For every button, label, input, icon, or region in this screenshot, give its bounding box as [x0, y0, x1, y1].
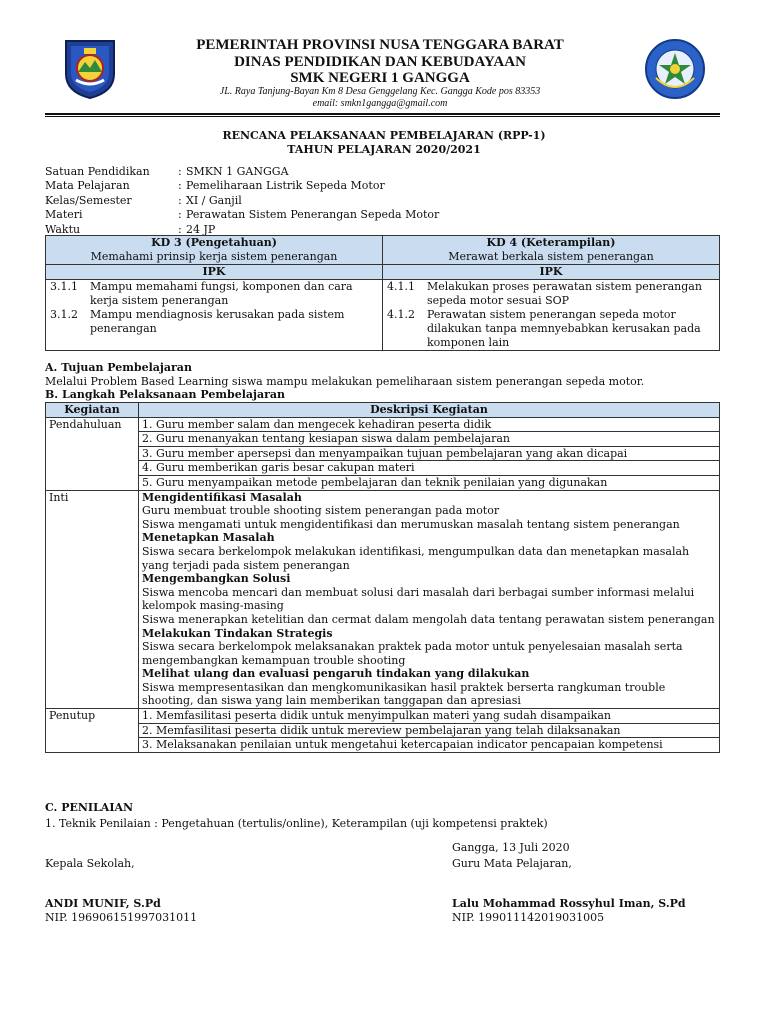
inti-step-text: Guru membuat trouble shooting sistem penerangan pada motor [142, 504, 500, 518]
right-signer-nip: NIP. 199011142019031005 [452, 911, 605, 924]
identity-value: Pemeliharaan Listrik Sepeda Motor [186, 179, 385, 193]
ipk4-list [383, 280, 720, 351]
identity-key: Mata Pelajaran [45, 179, 130, 193]
kd4-description: Merawat berkala sistem penerangan [448, 250, 654, 263]
section-c-heading: C. PENILAIAN [45, 801, 134, 814]
col-deskripsi: Deskripsi Kegiatan [139, 403, 720, 418]
section-b-heading: B. Langkah Pelaksanaan Pembelajaran [45, 388, 286, 401]
inti-step-heading: Melihat ulang dan evaluasi pengaruh tindakan yang dilakukan [142, 667, 530, 681]
identity-key: Satuan Pendidikan [45, 165, 150, 178]
header-email: email: smkn1gangga@gmail.com [312, 98, 448, 109]
identity-row: Materi : Perawatan Sistem Penerangan Sepeda Motor [45, 208, 440, 222]
header-rule-thick [45, 113, 720, 115]
left-signer-nip: NIP. 196906151997031011 [45, 911, 198, 924]
identity-key: Materi [45, 208, 83, 222]
steps-table [45, 402, 720, 753]
pendahuluan-list [139, 417, 720, 490]
right-signer-name: Lalu Mohammad Rossyhul Iman, S.Pd [452, 897, 686, 910]
inti-step-heading: Menetapkan Masalah [142, 531, 275, 545]
pendahuluan-label: Pendahuluan [46, 417, 139, 490]
penutup-list [139, 709, 720, 753]
section-c-text: 1. Teknik Penilaian : Pengetahuan (tertulis/online), Keterampilan (uji kompetensi praktek) [45, 817, 548, 830]
identity-value: XI / Ganjil [186, 193, 242, 207]
ipk-item: 4.1.2 Perawatan sistem penerangan sepeda motor dilakukan tanpa memnyebabkan kerusakan pada komponen lain [387, 308, 701, 349]
place-date: Gangga, 13 Juli 2020 [452, 841, 570, 854]
identity-row: Mata Pelajaran : Pemeliharaan Listrik Sepeda Motor [45, 179, 385, 193]
ipk3-list [46, 280, 383, 351]
right-role: Guru Mata Pelajaran, [452, 857, 572, 870]
kd4-title: KD 4 (Keterampilan) [486, 236, 616, 249]
header-line-3: SMK NEGERI 1 GANGGA [290, 70, 470, 86]
col-kegiatan: Kegiatan [46, 403, 139, 418]
identity-row: Kelas/Semester : XI / Ganjil [45, 193, 242, 207]
list-item: 3. Melaksanakan penilaian untuk mengetahui ketercapaian indicator pencapaian kompetensi [142, 738, 663, 752]
identity-key: Waktu [45, 222, 81, 236]
inti-step-text: Siswa mengamati untuk mengidentifikasi dan merumuskan masalah tentang sistem penerangan [142, 517, 680, 531]
inti-step-text: Siswa secara berkelompok melakukan identifikasi, mengumpulkan data dan menetapkan masalah yang terjadi pada sistem penerangan [142, 544, 690, 572]
kd3-header [46, 236, 383, 265]
ipk4-label: IPK [383, 265, 720, 280]
left-role: Kepala Sekolah, [45, 857, 135, 870]
list-item: 2. Memfasilitasi peserta didik untuk mereview pembelajaran yang telah dilaksanakan [139, 724, 719, 739]
inti-step-heading: Mengidentifikasi Masalah [142, 490, 302, 504]
identity-value: Perawatan Sistem Penerangan Sepeda Motor [186, 208, 440, 222]
inti-step-text: Siswa secara berkelompok melaksanakan praktek pada motor untuk penyelesaian masalah serta mengembangkan kemampuan trouble shooting [142, 640, 683, 667]
document-title: RENCANA PELAKSANAAN PEMBELAJARAN (RPP-1) [222, 129, 546, 142]
inti-step-heading: Melakukan Tindakan Strategis [142, 626, 333, 640]
inti-step-heading: Mengembangkan Solusi [142, 572, 291, 586]
penutup-label: Penutup [46, 709, 139, 753]
identity-block [45, 165, 439, 237]
identity-row: Satuan Pendidikan : SMKN 1 GANGGA [45, 165, 289, 178]
list-item: 1. Guru member salam dan mengecek kehadiran peserta didik [139, 418, 719, 433]
ipk-item: 4.1.1 Melakukan proses perawatan sistem penerangan sepeda motor sesuai SOP [387, 280, 702, 307]
list-item: 3. Guru member apersepsi dan menyampaikan tujuan pembelajaran yang akan dicapai [139, 447, 719, 462]
inti-content [139, 490, 720, 709]
kd3-description: Memahami prinsip kerja sistem penerangan [90, 250, 338, 263]
header-line-2: DINAS PENDIDIKAN DAN KEBUDAYAAN [234, 54, 526, 70]
inti-step-text: Siswa mempresentasikan dan mengkomunikasikan hasil praktek berserta rangkuman trouble shooting, dan siswa yang lain memberikan tanggapan dan apresiasi [142, 680, 666, 708]
header-address: JL. Raya Tanjung-Bayan Km 8 Desa Genggelang Kec. Gangga Kode pos 83353 [219, 86, 541, 97]
ipk3-label: IPK [46, 265, 383, 280]
ipk-item: 3.1.1 Mampu memahami fungsi, komponen dan cara kerja sistem penerangan [50, 280, 353, 307]
section-a-heading: A. Tujuan Pembelajaran [45, 361, 192, 374]
header-rule-thin [45, 116, 720, 117]
header-line-1: PEMERINTAH PROVINSI NUSA TENGGARA BARAT [196, 37, 564, 53]
inti-step-text: Siswa menerapkan ketelitian dan cermat dalam mengolah data tentang perawatan sistem penerangan [142, 612, 715, 626]
ipk-item: 3.1.2 Mampu mendiagnosis kerusakan pada sistem penerangan [50, 308, 345, 335]
document-subtitle: TAHUN PELAJARAN 2020/2021 [287, 143, 481, 156]
province-emblem-logo [62, 38, 118, 100]
school-logo [644, 38, 706, 100]
list-item: 5. Guru menyampaikan metode pembelajaran dan teknik penilaian yang digunakan [142, 475, 608, 489]
kd-table [45, 235, 720, 351]
kd4-header [383, 236, 720, 265]
identity-value: SMKN 1 GANGGA [186, 165, 289, 178]
left-signer-name: ANDI MUNIF, S.Pd [45, 897, 161, 910]
section-a [45, 361, 644, 402]
identity-key: Kelas/Semester [45, 193, 132, 207]
section-a-text: Melalui Problem Based Learning siswa mampu melakukan pemeliharaan sistem penerangan sepeda motor. [45, 374, 645, 388]
list-item: 1. Memfasilitasi peserta didik untuk menyimpulkan materi yang sudah disampaikan [139, 709, 719, 724]
inti-label: Inti [46, 490, 139, 709]
list-item: 2. Guru menanyakan tentang kesiapan siswa dalam pembelajaran [139, 432, 719, 447]
section-c [45, 800, 548, 832]
list-item: 4. Guru memberikan garis besar cakupan materi [139, 461, 719, 476]
identity-value: 24 JP [186, 222, 216, 236]
inti-step-text: Siswa mencoba mencari dan membuat solusi dari masalah dari berbagai sumber informasi melalui kelompok masing-masing [142, 585, 695, 613]
kd3-title: KD 3 (Pengetahuan) [151, 236, 277, 249]
identity-row: Waktu : 24 JP [45, 222, 216, 236]
